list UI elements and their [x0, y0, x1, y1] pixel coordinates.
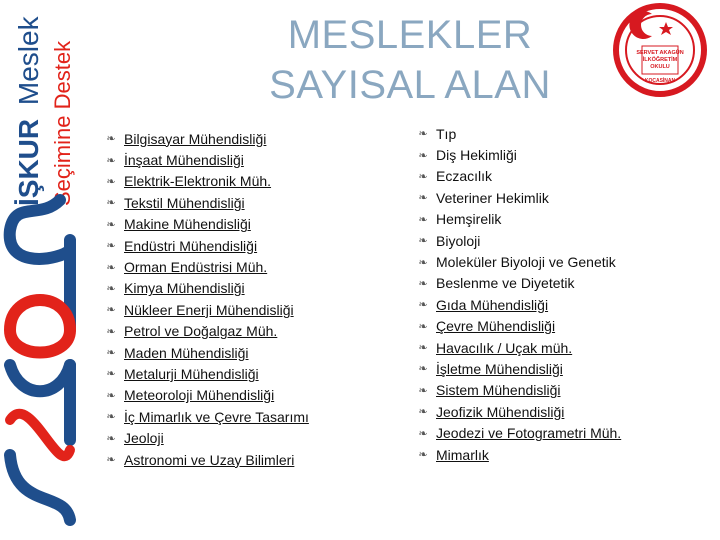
logo-swoosh-graphic [0, 190, 95, 540]
list-item [104, 128, 309, 149]
list-item [104, 171, 309, 192]
list-item-label: Endüstri Mühendisliği [124, 237, 258, 254]
list-item-label: Beslenme ve Diyetetik [436, 275, 575, 292]
list-item [104, 214, 309, 235]
list-item-label: Diş Hekimliği [436, 147, 517, 164]
bullet-icon: ❧ [106, 411, 116, 424]
list-item-label: Petrol ve Doğalgaz Müh. [124, 323, 278, 340]
list-item-label: Makine Mühendisliği [124, 216, 251, 233]
bullet-icon: ❧ [418, 235, 428, 248]
list-item-label: Jeoloji [124, 430, 164, 447]
list-item [416, 123, 621, 144]
bullet-icon: ❧ [106, 347, 116, 360]
list-item-label: Bilgisayar Mühendisliği [124, 130, 267, 147]
list-item [416, 444, 621, 465]
list-item-label: İç Mimarlık ve Çevre Tasarımı [124, 408, 309, 425]
list-item-label: Metalurji Mühendisliği [124, 365, 259, 382]
list-item [416, 422, 621, 443]
svg-text:OKULU: OKULU [650, 64, 670, 70]
school-emblem [612, 2, 708, 98]
bullet-icon: ❧ [106, 261, 116, 274]
list-item-label: Biyoloji [436, 232, 481, 249]
list-item [104, 385, 309, 406]
bullet-icon: ❧ [106, 368, 116, 381]
iskur-wordmark [8, 10, 88, 210]
bullet-icon: ❧ [106, 154, 116, 167]
list-item-label: Tekstil Mühendisliği [124, 194, 245, 211]
bullet-icon: ❧ [418, 277, 428, 290]
list-item [416, 316, 621, 337]
list-item-label: Jeodezi ve Fotogrametri Müh. [436, 425, 622, 442]
list-item [104, 321, 309, 342]
svg-text:İŞKUR Meslek [13, 15, 44, 206]
list-item-label: Veteriner Hekimlik [436, 189, 549, 206]
list-item [416, 251, 621, 272]
bullet-icon: ❧ [106, 218, 116, 231]
list-item-label: Moleküler Biyoloji ve Genetik [436, 254, 616, 271]
svg-text:SERVET AKAGÜN: SERVET AKAGÜN [636, 50, 684, 56]
brand-name-text: İŞKUR [13, 118, 44, 206]
list-item [416, 337, 621, 358]
list-item-label: Eczacılık [436, 168, 493, 185]
list-item-label: Havacılık / Uçak müh. [436, 339, 573, 356]
list-item [416, 166, 621, 187]
list-item [416, 209, 621, 230]
iskur-brand-text [8, 10, 88, 210]
list-item-label: İşletme Mühendisliği [436, 360, 563, 377]
list-item-label: Çevre Mühendisliği [436, 318, 556, 335]
right-profession-list [416, 123, 621, 465]
left-profession-list [104, 128, 309, 470]
bullet-icon: ❧ [106, 282, 116, 295]
bullet-icon: ❧ [418, 363, 428, 376]
bullet-icon: ❧ [418, 192, 428, 205]
svg-text:KOCASİNAN: KOCASİNAN [644, 78, 676, 84]
list-item [416, 294, 621, 315]
bullet-icon: ❧ [106, 175, 116, 188]
bullet-icon: ❧ [106, 454, 116, 467]
list-item-label: Gıda Mühendisliği [436, 296, 549, 313]
list-item [104, 278, 309, 299]
bullet-icon: ❧ [418, 406, 428, 419]
bullet-icon: ❧ [418, 449, 428, 462]
list-item-label: Maden Mühendisliği [124, 344, 249, 361]
list-item-label: Orman Endüstrisi Müh. [124, 259, 268, 276]
page-title [240, 10, 580, 110]
bullet-icon: ❧ [418, 213, 428, 226]
list-item [104, 149, 309, 170]
bullet-icon: ❧ [418, 170, 428, 183]
list-item [416, 273, 621, 294]
list-item [416, 230, 621, 251]
brand-tagline2-text: Seçimine Destek [50, 40, 75, 206]
list-item-label: Elektrik-Elektronik Müh. [124, 173, 272, 190]
title-line-1: MESLEKLER [287, 13, 533, 57]
list-item-label: Nükleer Enerji Mühendisliği [124, 301, 294, 318]
list-item [104, 342, 309, 363]
bullet-icon: ❧ [106, 240, 116, 253]
list-item [104, 235, 309, 256]
list-item [104, 363, 309, 384]
list-item [416, 380, 621, 401]
list-item-label: Kimya Mühendisliği [124, 280, 245, 297]
list-item [416, 144, 621, 165]
list-item [104, 256, 309, 277]
list-item-label: Astronomi ve Uzay Bilimleri [124, 451, 295, 468]
list-item [104, 449, 309, 470]
list-item-label: Meteoroloji Mühendisliği [124, 387, 275, 404]
bullet-icon: ❧ [418, 320, 428, 333]
bullet-icon: ❧ [106, 197, 116, 210]
list-item-label: Sistem Mühendisliği [436, 382, 561, 399]
list-item-label: İnşaat Mühendisliği [124, 152, 244, 169]
list-item-label: Mimarlık [436, 446, 489, 463]
bullet-icon: ❧ [418, 342, 428, 355]
list-item [416, 187, 621, 208]
title-line-2: SAYISAL ALAN [269, 63, 551, 107]
bullet-icon: ❧ [106, 432, 116, 445]
list-item-label: Hemşirelik [436, 211, 502, 228]
list-item-label: Tıp [436, 125, 457, 142]
brand-tagline1-text: Meslek [13, 16, 44, 106]
list-item [104, 299, 309, 320]
bullet-icon: ❧ [106, 389, 116, 402]
list-item-label: Jeofizik Mühendisliği [436, 403, 565, 420]
list-item [416, 401, 621, 422]
bullet-icon: ❧ [418, 427, 428, 440]
bullet-icon: ❧ [418, 384, 428, 397]
bullet-icon: ❧ [106, 325, 116, 338]
iskur-logo [0, 0, 95, 540]
list-item [104, 427, 309, 448]
bullet-icon: ❧ [418, 149, 428, 162]
bullet-icon: ❧ [106, 304, 116, 317]
svg-text:İLKÖĞRETİM: İLKÖĞRETİM [642, 57, 678, 63]
bullet-icon: ❧ [418, 128, 428, 141]
list-item [104, 192, 309, 213]
list-item [416, 358, 621, 379]
list-item [104, 406, 309, 427]
bullet-icon: ❧ [418, 256, 428, 269]
bullet-icon: ❧ [106, 133, 116, 146]
bullet-icon: ❧ [418, 299, 428, 312]
